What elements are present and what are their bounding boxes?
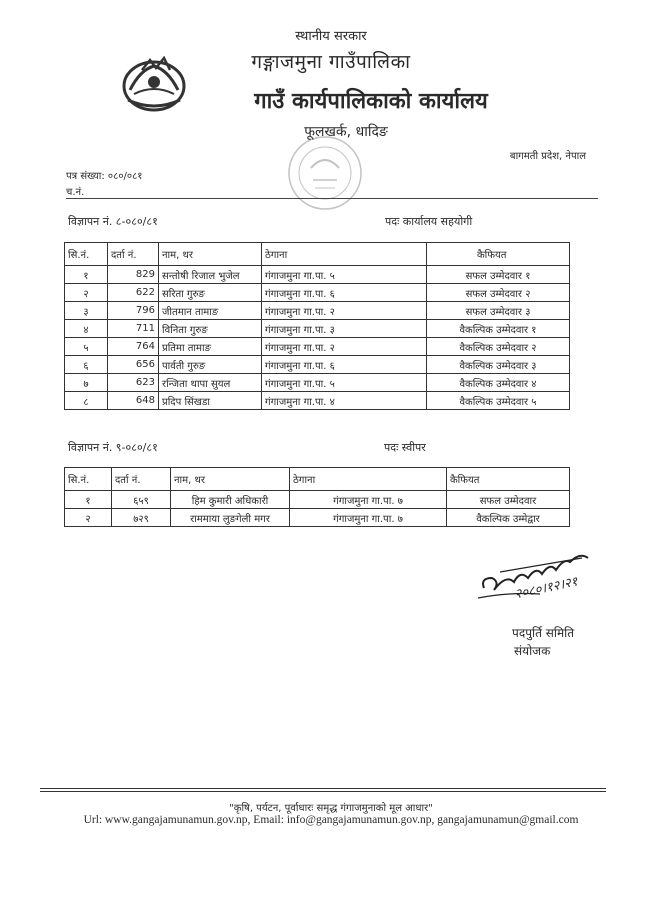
cell-name: जीतमान तामाङ [159, 302, 262, 320]
col-sn: सि.नं. [65, 468, 112, 491]
header-divider [66, 198, 598, 199]
cell-name: राममाया लुङगेली मगर [171, 509, 290, 527]
section1-table [64, 242, 570, 410]
cell-remarks: सफल उम्मेदवार ३ [427, 302, 570, 320]
cell-name: प्रतिमा तामाङ [159, 338, 262, 356]
cell-sn: ३ [65, 302, 108, 320]
col-reg-no: दर्ता नं. [108, 243, 159, 266]
cell-address: गंगाजमुना गा.पा. ३ [262, 320, 427, 338]
header-province: बागमती प्रदेश, नेपाल [509, 151, 586, 162]
col-remarks: कैफियत [447, 468, 570, 491]
cell-sn: ८ [65, 392, 108, 410]
cell-name: रन्जिता थापा सुयल [159, 374, 262, 392]
table-row [65, 392, 570, 410]
cell-remarks: वैकल्पिक उम्मेदवार ५ [427, 392, 570, 410]
cell-reg-no: 829 [108, 266, 159, 284]
table-header-row [65, 243, 570, 266]
cell-address: गंगाजमुना गा.पा. २ [262, 338, 427, 356]
cell-address: गंगाजमुना गा.पा. ५ [262, 374, 427, 392]
table-row [65, 266, 570, 284]
cell-address: गंगाजमुना गा.पा. ४ [262, 392, 427, 410]
cell-remarks: सफल उम्मेदवार १ [427, 266, 570, 284]
office-stamp [285, 128, 365, 222]
dispatch-number: च.नं. [66, 187, 85, 198]
section1-adv-number: विज्ञापन नं. ८-०८०/८१ [68, 215, 158, 228]
cell-remarks: वैकल्पिक उम्मेदवार २ [427, 338, 570, 356]
cell-reg-no: 623 [108, 374, 159, 392]
cell-sn: ५ [65, 338, 108, 356]
footer-divider [40, 788, 606, 789]
cell-address: गंगाजमुना गा.पा. ७ [290, 491, 447, 509]
cell-remarks: सफल उम्मेदवार २ [427, 284, 570, 302]
col-sn: सि.नं. [65, 243, 108, 266]
cell-address: गंगाजमुना गा.पा. ५ [262, 266, 427, 284]
table-header-row [65, 468, 570, 491]
cell-name: विनिता गुरुङ [159, 320, 262, 338]
signatory-title: पदपुर्ति समिति [512, 626, 575, 640]
table-row [65, 491, 570, 509]
signatory-role: संयोजक [514, 644, 551, 658]
cell-remarks: वैकल्पिक उम्मेदवार ३ [427, 356, 570, 374]
table-row [65, 356, 570, 374]
cell-address: गंगाजमुना गा.पा. ६ [262, 284, 427, 302]
cell-reg-no: 622 [108, 284, 159, 302]
col-remarks: कैफियत [427, 243, 570, 266]
cell-reg-no: 764 [108, 338, 159, 356]
cell-sn: २ [65, 284, 108, 302]
col-address: ठेगाना [262, 243, 427, 266]
cell-reg-no: 796 [108, 302, 159, 320]
cell-address: गंगाजमुना गा.पा. ६ [262, 356, 427, 374]
table-row [65, 284, 570, 302]
cell-reg-no: ६५९ [112, 491, 171, 509]
cell-sn: १ [65, 266, 108, 284]
cell-reg-no: 648 [108, 392, 159, 410]
cell-sn: २ [65, 509, 112, 527]
header-location: फूलखर्क, धादिङ [304, 124, 388, 140]
table-row [65, 320, 570, 338]
col-reg-no: दर्ता नं. [112, 468, 171, 491]
cell-address: गंगाजमुना गा.पा. ७ [290, 509, 447, 527]
table-row [65, 338, 570, 356]
cell-sn: ६ [65, 356, 108, 374]
footer-contact: Url: www.gangajamunamun.gov.np, Email: info@gangajamunamun.gov.np, gangajamunamun@gmail.com [83, 814, 579, 826]
cell-address: गंगाजमुना गा.पा. २ [262, 302, 427, 320]
table-row [65, 374, 570, 392]
cell-reg-no: 711 [108, 320, 159, 338]
header-office-name: गाउँ कार्यपालिकाको कार्यालय [254, 89, 488, 114]
table-row [65, 509, 570, 527]
cell-name: प्रदिप सिंखडा [159, 392, 262, 410]
cell-sn: ७ [65, 374, 108, 392]
section2-adv-number: विज्ञापन नं. ९-०८०/८१ [68, 441, 158, 454]
cell-name: सन्तोषी रिजाल भुजेल [159, 266, 262, 284]
footer-divider-thin [40, 791, 606, 792]
cell-reg-no: 656 [108, 356, 159, 374]
table-row [65, 302, 570, 320]
cell-sn: १ [65, 491, 112, 509]
section2-post: पदः स्वीपर [384, 441, 426, 454]
cell-name: पार्वती गुरुङ [159, 356, 262, 374]
col-name: नाम, थर [159, 243, 262, 266]
cell-remarks: सफल उम्मेदवार [447, 491, 570, 509]
cell-name: हिम कुमारी अधिकारी [171, 491, 290, 509]
cell-reg-no: ७२९ [112, 509, 171, 527]
section1-post: पदः कार्यालय सहयोगी [385, 215, 473, 228]
section2-table [64, 467, 570, 527]
cell-remarks: वैकल्पिक उम्मेदवार १ [427, 320, 570, 338]
col-address: ठेगाना [290, 468, 447, 491]
col-name: नाम, थर [171, 468, 290, 491]
cell-sn: ४ [65, 320, 108, 338]
cell-name: सरिता गुरुङ [159, 284, 262, 302]
header-municipality-name: गङ्गाजमुना गाउँपालिका [251, 51, 411, 73]
cell-remarks: वैकल्पिक उम्मेदवार ४ [427, 374, 570, 392]
header-local-government: स्थानीय सरकार [295, 29, 367, 44]
letter-number: पत्र संख्या: ०८०/०८१ [66, 171, 143, 182]
signature-date: २०८०।१२।२१ [513, 574, 580, 603]
cell-remarks: वैकल्पिक उम्मेद्वार [447, 509, 570, 527]
footer-motto: "कृषि, पर्यटन, पूर्वाधारः समृद्ध गंगाजमुनाको मूल आधार" [229, 803, 433, 814]
